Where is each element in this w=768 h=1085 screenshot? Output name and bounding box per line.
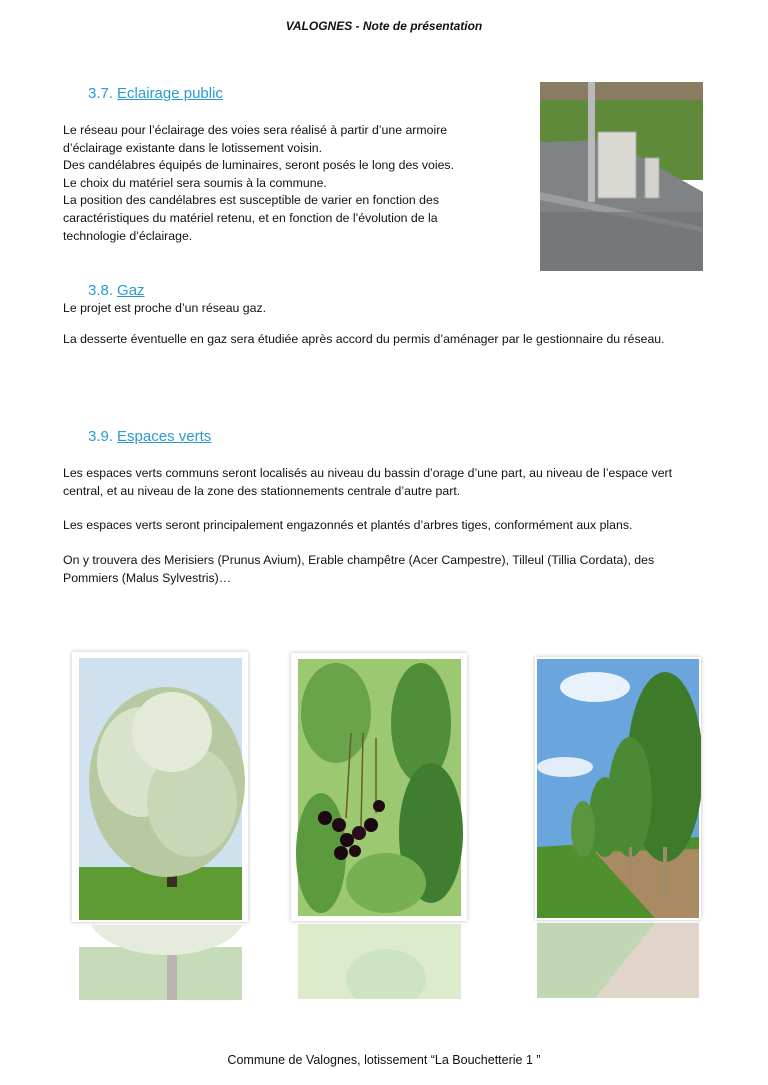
section-number: 3.7. [88, 85, 114, 102]
text-line: Le choix du matériel sera soumis à la commune. [63, 175, 327, 190]
section-title-link[interactable]: Espaces verts [117, 428, 212, 445]
cherries-photo [291, 653, 467, 921]
text-line: Pommiers (Malus Sylvestris)… [63, 570, 232, 585]
text-line: Les espaces verts seront principalement engazonnés et plantés d’arbres tiges, conformément aux plans. [63, 518, 633, 532]
text-line: Des candélabres équipés de luminaires, seront posés le long des voies. [63, 158, 454, 173]
text-line: technologie d’éclairage. [63, 228, 193, 243]
flowering-tree-photo [72, 652, 248, 922]
section-heading-eclairage [88, 85, 223, 102]
text-line: La desserte éventuelle en gaz sera étudiée après accord du permis d’aménager par le gestionnaire du réseau. [63, 332, 665, 346]
text-line: Le réseau pour l’éclairage des voies sera réalisé à partir d’une armoire [63, 123, 448, 137]
text-line: Les espaces verts communs seront localisés au niveau du bassin d’orage d’une part, au niveau de l’espace vert [63, 466, 673, 480]
section-heading-espaces-verts [88, 428, 211, 445]
text-line: caractéristiques du matériel retenu, et en fonction de l’évolution de la [63, 210, 438, 225]
espaces-verts-text-3 [63, 552, 743, 587]
page-footer: Commune de Valognes, lotissement “La Bouchetterie 1 ” [227, 1053, 541, 1067]
text-line: central, et au niveau de la zone des stationnements centrale d’autre part. [63, 483, 461, 498]
section-number: 3.9. [88, 428, 114, 445]
cherries-reflection [291, 924, 467, 999]
section-number: 3.8. [88, 282, 114, 299]
tree-row-photo [535, 657, 701, 920]
section-title-link[interactable]: Eclairage public [117, 85, 223, 102]
text-line: La position des candélabres est susceptible de varier en fonction des [63, 193, 439, 208]
text-line: On y trouvera des Merisiers (Prunus Avium), Erable champêtre (Acer Campestre), Tilleul (Tillia Cordata), des [63, 553, 655, 567]
section-title-link[interactable]: Gaz [117, 282, 145, 299]
eclairage-text [63, 122, 503, 245]
page-header: VALOGNES - Note de présentation [285, 19, 483, 33]
section-heading-gaz [88, 282, 145, 299]
electrical-cabinet-photo [540, 82, 703, 271]
text-line: Le projet est proche d’un réseau gaz. [63, 301, 267, 315]
tree-row-reflection [535, 923, 701, 998]
text-line: d’éclairage existante dans le lotissement voisin. [63, 140, 323, 155]
espaces-verts-text-1 [63, 465, 743, 500]
flowering-tree-reflection [72, 925, 248, 1000]
